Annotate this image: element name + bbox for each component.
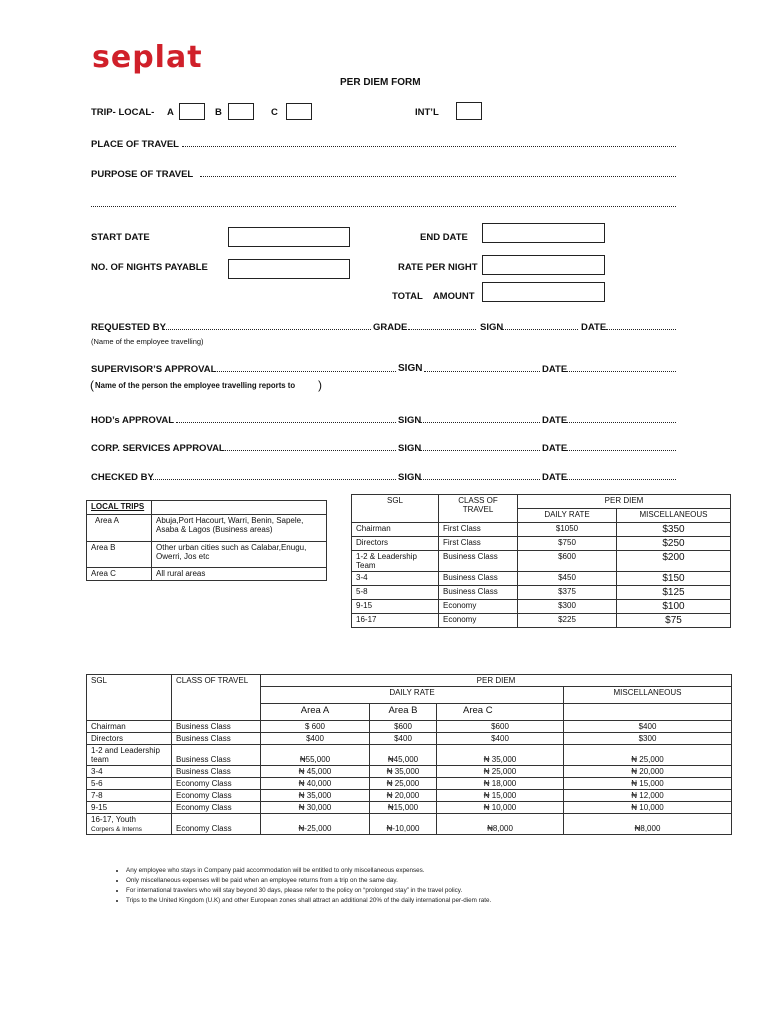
- local-area-c-cell: ₦ 10,000: [437, 802, 564, 814]
- local-trips-header-blank: [152, 501, 327, 515]
- checked-date-field[interactable]: [566, 479, 676, 480]
- local-class-header: CLASS OF TRAVEL: [172, 675, 261, 721]
- table-row: [87, 778, 732, 790]
- local-class-cell: Economy Class: [172, 778, 261, 790]
- local-trips-header: LOCAL TRIPS: [87, 501, 152, 515]
- table-row: [87, 721, 732, 733]
- corp-services-approval-field[interactable]: [220, 450, 396, 451]
- local-sgl-note: Corpers & Interns: [91, 826, 142, 833]
- local-trips-area-b: Area B: [87, 542, 152, 568]
- local-class-cell: Economy Class: [172, 790, 261, 802]
- intl-daily-cell: $1050: [518, 523, 617, 537]
- seplat-logo: seplat: [92, 40, 203, 75]
- policy-note: • Only miscellaneous expenses will be paid when an employee returns from a trip on the same day.: [126, 876, 726, 886]
- requested-by-note: (Name of the employee travelling): [91, 337, 204, 346]
- local-area-a-cell: $ 600: [261, 721, 370, 733]
- table-row: [87, 745, 732, 766]
- checked-by-label: CHECKED BY: [91, 472, 154, 483]
- intl-sgl-cell: 16-17: [352, 614, 439, 628]
- policy-note: • Trips to the United Kingdom (U.K) and other European zones shall attract an additional 20% of the daily international per-diem rate.: [126, 896, 726, 906]
- intl-misc-cell: $200: [617, 551, 731, 572]
- table-row: [352, 600, 731, 614]
- local-area-b-cell: ₦ 25,000: [370, 778, 437, 790]
- hod-date-field[interactable]: [566, 422, 676, 423]
- policy-note: • Any employee who stays in Company paid accommodation will be entitled to only miscellaneous expenses.: [126, 866, 726, 876]
- local-class-cell: Business Class: [172, 733, 261, 745]
- purpose-of-travel-field-line2[interactable]: [91, 206, 676, 207]
- table-row: [352, 537, 731, 551]
- end-date-input[interactable]: [482, 223, 605, 243]
- local-class-cell: Business Class: [172, 766, 261, 778]
- local-sgl-text: Chairman: [91, 722, 126, 731]
- table-row: [87, 814, 732, 835]
- local-area-c-cell: ₦ 18,000: [437, 778, 564, 790]
- intl-per-diem-header: PER DIEM: [518, 495, 731, 509]
- table-row: [352, 614, 731, 628]
- table-row: [87, 733, 732, 745]
- requested-sign-label: SIGN: [480, 322, 504, 333]
- local-sgl-text: 3-4: [91, 767, 103, 776]
- local-class-cell: Economy Class: [172, 802, 261, 814]
- checked-sign-field[interactable]: [420, 479, 540, 480]
- requested-date-label: DATE: [581, 322, 607, 333]
- table-row: [87, 766, 732, 778]
- local-misc-cell: $400: [564, 721, 732, 733]
- total-amount-input[interactable]: [482, 282, 605, 302]
- local-sgl-cell: [87, 766, 172, 778]
- supervisor-note: Name of the person the employee travelling reports to: [95, 381, 296, 390]
- checked-date-label: DATE: [542, 472, 568, 483]
- table-row: [87, 790, 732, 802]
- supervisor-date-field[interactable]: [566, 371, 676, 372]
- hod-sign-label: SIGN: [398, 415, 422, 426]
- requested-date-field[interactable]: [606, 329, 676, 330]
- total-amount-label: TOTAL AMOUNT: [392, 291, 475, 302]
- local-sgl-cell: [87, 802, 172, 814]
- local-daily-rate-header: DAILY RATE: [261, 687, 564, 704]
- supervisor-date-label: DATE: [542, 364, 568, 375]
- purpose-of-travel-field[interactable]: [200, 176, 676, 177]
- table-row: [87, 802, 732, 814]
- local-area-c-cell: ₦ 15,000: [437, 790, 564, 802]
- local-area-b-cell: ₦15,000: [370, 802, 437, 814]
- local-sgl-text: Directors: [91, 734, 124, 743]
- policy-note: • For international travelers who will stay beyond 30 days, please refer to the policy on “prolonged stay” in the travel policy.: [126, 886, 726, 896]
- intl-sgl-cell: 3-4: [352, 572, 439, 586]
- local-trips-area-b-desc: Other urban cities such as Calabar,Enugu, Owerri, Jos etc: [152, 542, 327, 568]
- local-area-c-cell: ₦ 25,000: [437, 766, 564, 778]
- local-sgl-text: 7-8: [91, 791, 103, 800]
- intl-misc-cell: $125: [617, 586, 731, 600]
- local-misc-cell: ₦ 12,000: [564, 790, 732, 802]
- intl-class-cell: Economy: [439, 614, 518, 628]
- local-area-c-header: Area C: [437, 704, 564, 721]
- intl-daily-cell: $600: [518, 551, 617, 572]
- local-per-diem-header: PER DIEM: [261, 675, 732, 687]
- intl-sgl-cell: 9-15: [352, 600, 439, 614]
- local-area-a-cell: ₦-25,000: [261, 814, 370, 835]
- local-area-b-cell: ₦-10,000: [370, 814, 437, 835]
- requested-by-field[interactable]: [163, 329, 371, 330]
- local-area-a-cell: ₦ 40,000: [261, 778, 370, 790]
- rate-per-night-input[interactable]: [482, 255, 605, 275]
- local-sgl-cell: [87, 733, 172, 745]
- intl-sgl-cell: 5-8: [352, 586, 439, 600]
- supervisor-note-paren-close: ): [318, 378, 322, 392]
- local-area-c-cell: ₦ 35,000: [437, 745, 564, 766]
- trip-b-label: B: [215, 107, 222, 118]
- intl-class-header: CLASS OF TRAVEL: [439, 495, 518, 523]
- intl-class-cell: First Class: [439, 537, 518, 551]
- intl-sgl-cell: 1-2 & Leadership Team: [352, 551, 439, 572]
- supervisor-sign-label: SIGN: [398, 363, 423, 374]
- intl-daily-cell: $300: [518, 600, 617, 614]
- start-date-label: START DATE: [91, 232, 150, 243]
- trip-c-checkbox[interactable]: [286, 103, 312, 120]
- hod-date-label: DATE: [542, 415, 568, 426]
- supervisor-sign-field[interactable]: [424, 371, 540, 372]
- intl-class-cell: Business Class: [439, 572, 518, 586]
- local-class-cell: Business Class: [172, 745, 261, 766]
- start-date-input[interactable]: [228, 227, 350, 247]
- local-sgl-cell: [87, 814, 172, 835]
- local-area-a-cell: ₦ 30,000: [261, 802, 370, 814]
- table-row: [352, 523, 731, 537]
- place-of-travel-label: PLACE OF TRAVEL: [91, 139, 179, 150]
- local-trips-area-a: Area A: [87, 515, 152, 542]
- trip-a-checkbox[interactable]: [179, 103, 205, 120]
- corp-sign-label: SIGN: [398, 443, 422, 454]
- local-class-cell: Business Class: [172, 721, 261, 733]
- requested-by-label: REQUESTED BY: [91, 322, 166, 333]
- local-misc-cell: ₦8,000: [564, 814, 732, 835]
- intl-misc-cell: $350: [617, 523, 731, 537]
- intl-misc-header: MISCELLANEOUS: [617, 509, 731, 523]
- purpose-of-travel-label: PURPOSE OF TRAVEL: [91, 169, 194, 180]
- table-row: [352, 586, 731, 600]
- hod-approval-field[interactable]: [176, 422, 396, 423]
- local-misc-cell: ₦ 10,000: [564, 802, 732, 814]
- intl-sgl-cell: Directors: [352, 537, 439, 551]
- intl-daily-cell: $450: [518, 572, 617, 586]
- grade-field[interactable]: [408, 329, 476, 330]
- local-area-b-cell: $600: [370, 721, 437, 733]
- local-trips-area-a-desc: Abuja,Port Hacourt, Warri, Benin, Sapele, Asaba & Lagos (Business areas): [152, 515, 327, 542]
- grade-label: GRADE: [373, 322, 408, 333]
- local-area-c-cell: ₦8,000: [437, 814, 564, 835]
- corp-date-field[interactable]: [566, 450, 676, 451]
- nights-payable-label: NO. OF NIGHTS PAYABLE: [91, 262, 208, 273]
- trip-b-checkbox[interactable]: [228, 103, 254, 120]
- intl-daily-cell: $750: [518, 537, 617, 551]
- supervisor-approval-field[interactable]: [212, 371, 396, 372]
- local-area-b-header: Area B: [370, 704, 437, 721]
- local-area-b-cell: $400: [370, 733, 437, 745]
- local-area-c-cell: $600: [437, 721, 564, 733]
- local-misc-cell: $300: [564, 733, 732, 745]
- local-misc-cell: ₦ 20,000: [564, 766, 732, 778]
- corp-date-label: DATE: [542, 443, 568, 454]
- intl-class-cell: First Class: [439, 523, 518, 537]
- local-sgl-text: 9-15: [91, 803, 108, 812]
- table-row: [352, 551, 731, 572]
- local-misc-cell: ₦ 25,000: [564, 745, 732, 766]
- local-sgl-cell: [87, 721, 172, 733]
- local-area-b-cell: ₦ 20,000: [370, 790, 437, 802]
- hod-sign-field[interactable]: [420, 422, 540, 423]
- local-trips-area-c-desc: All rural areas: [152, 568, 327, 581]
- local-sgl-cell: [87, 778, 172, 790]
- supervisor-approval-label: SUPERVISOR’S APPROVAL: [91, 364, 217, 375]
- intl-daily-cell: $225: [518, 614, 617, 628]
- local-area-a-cell: ₦ 45,000: [261, 766, 370, 778]
- local-area-b-cell: ₦ 35,000: [370, 766, 437, 778]
- intl-misc-cell: $250: [617, 537, 731, 551]
- intl-misc-cell: $150: [617, 572, 731, 586]
- requested-sign-field[interactable]: [502, 329, 578, 330]
- trip-local-label: TRIP- LOCAL-: [91, 107, 155, 118]
- local-area-b-cell: ₦45,000: [370, 745, 437, 766]
- local-sgl-text: 5-6: [91, 779, 103, 788]
- local-misc-cell: ₦ 15,000: [564, 778, 732, 790]
- intl-class-cell: Business Class: [439, 586, 518, 600]
- end-date-label: END DATE: [420, 232, 468, 243]
- local-area-a-header: Area A: [261, 704, 370, 721]
- trip-a-label: A: [167, 107, 174, 118]
- local-trips-table: [86, 500, 327, 581]
- intl-misc-cell: $75: [617, 614, 731, 628]
- hod-approval-label: HOD’s APPROVAL: [91, 415, 175, 426]
- local-area-a-cell: $400: [261, 733, 370, 745]
- intl-daily-rate-header: DAILY RATE: [518, 509, 617, 523]
- checked-by-field[interactable]: [150, 479, 396, 480]
- corp-sign-field[interactable]: [420, 450, 540, 451]
- local-sgl-cell: [87, 790, 172, 802]
- local-class-cell: Economy Class: [172, 814, 261, 835]
- local-trips-area-c: Area C: [87, 568, 152, 581]
- trip-intl-checkbox[interactable]: [456, 102, 482, 120]
- intl-class-cell: Economy: [439, 600, 518, 614]
- intl-sgl-header: SGL: [352, 495, 439, 523]
- local-area-a-cell: ₦55,000: [261, 745, 370, 766]
- international-per-diem-table: [351, 494, 731, 628]
- intl-misc-cell: $100: [617, 600, 731, 614]
- local-area-c-cell: $400: [437, 733, 564, 745]
- rate-per-night-label: RATE PER NIGHT: [398, 262, 478, 273]
- trip-intl-label: INT’L: [415, 107, 439, 118]
- supervisor-note-paren-open: (: [90, 378, 94, 392]
- policy-notes: [110, 866, 726, 906]
- local-misc-header: MISCELLANEOUS: [564, 687, 732, 704]
- local-area-a-cell: ₦ 35,000: [261, 790, 370, 802]
- local-sgl-text: 1-2 and Leadership team: [91, 746, 160, 764]
- local-sgl-cell: [87, 745, 172, 766]
- local-misc-subheader-blank: [564, 704, 732, 721]
- table-row: [352, 572, 731, 586]
- local-sgl-text: 16-17, Youth: [91, 815, 136, 824]
- intl-sgl-cell: Chairman: [352, 523, 439, 537]
- intl-daily-cell: $375: [518, 586, 617, 600]
- nights-payable-input[interactable]: [228, 259, 350, 279]
- corp-services-approval-label: CORP. SERVICES APPROVAL: [91, 443, 225, 454]
- place-of-travel-field[interactable]: [182, 146, 676, 147]
- local-sgl-header: SGL: [87, 675, 172, 721]
- intl-class-cell: Business Class: [439, 551, 518, 572]
- checked-sign-label: SIGN: [398, 472, 422, 483]
- trip-c-label: C: [271, 107, 278, 118]
- form-title: PER DIEM FORM: [340, 77, 421, 88]
- local-per-diem-table: [86, 674, 732, 835]
